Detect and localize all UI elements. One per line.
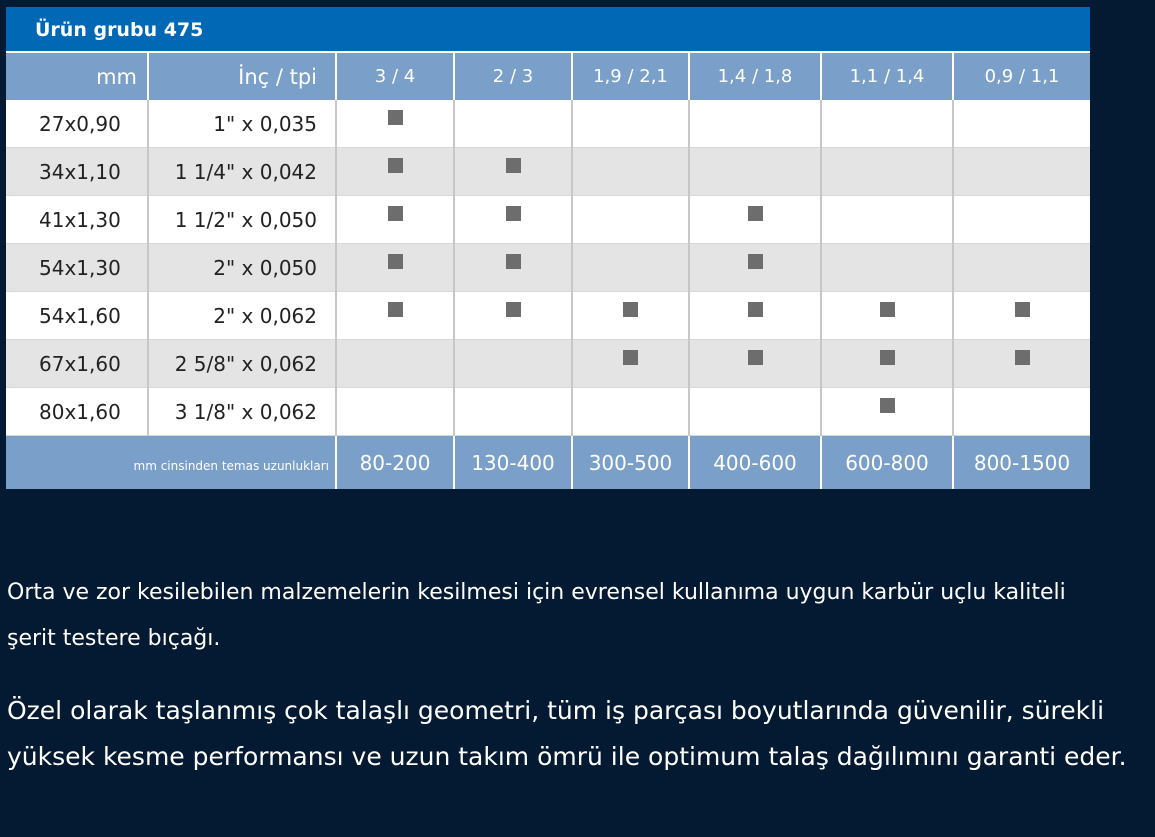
availability-cell xyxy=(454,388,572,436)
header-row xyxy=(6,53,1090,100)
contact-range: 600-800 xyxy=(821,436,953,490)
availability-square-icon xyxy=(388,206,403,221)
contact-range: 800-1500 xyxy=(953,436,1090,490)
cell-mm: 80x1,60 xyxy=(6,388,148,436)
availability-square-icon xyxy=(623,302,638,317)
availability-square-icon xyxy=(388,110,403,125)
table-body xyxy=(6,100,1090,436)
cell-inch: 1 1/2" x 0,050 xyxy=(148,196,336,244)
availability-cell xyxy=(454,100,572,148)
header-pitch: 1,4 / 1,8 xyxy=(689,53,821,100)
availability-square-icon xyxy=(748,350,763,365)
cell-mm: 27x0,90 xyxy=(6,100,148,148)
availability-square-icon xyxy=(506,206,521,221)
header-pitch: 1,1 / 1,4 xyxy=(821,53,953,100)
cell-inch: 2 5/8" x 0,062 xyxy=(148,340,336,388)
table-row xyxy=(6,388,1090,436)
cell-mm: 54x1,60 xyxy=(6,292,148,340)
availability-cell xyxy=(689,340,821,388)
header-pitch: 3 / 4 xyxy=(336,53,454,100)
availability-cell xyxy=(572,148,689,196)
availability-cell xyxy=(689,292,821,340)
availability-cell xyxy=(689,148,821,196)
availability-cell xyxy=(572,340,689,388)
availability-square-icon xyxy=(506,302,521,317)
availability-cell xyxy=(953,340,1090,388)
header-pitch: 1,9 / 2,1 xyxy=(572,53,689,100)
availability-square-icon xyxy=(506,158,521,173)
availability-square-icon xyxy=(748,254,763,269)
availability-square-icon xyxy=(748,302,763,317)
cell-mm: 54x1,30 xyxy=(6,244,148,292)
availability-cell xyxy=(953,388,1090,436)
table-title: Ürün grubu 475 xyxy=(6,7,1090,53)
contact-range: 130-400 xyxy=(454,436,572,490)
footer-row xyxy=(6,436,1090,490)
contact-range: 300-500 xyxy=(572,436,689,490)
availability-cell xyxy=(572,388,689,436)
availability-cell xyxy=(821,196,953,244)
availability-cell xyxy=(336,148,454,196)
contact-range: 400-600 xyxy=(689,436,821,490)
availability-cell xyxy=(454,292,572,340)
description-paragraph-2: Özel olarak taşlanmış çok talaşlı geometri, tüm iş parçası boyutlarında güvenilir, sürekli yüksek kesme performansı ve uzun takım ömrü ile optimum talaş dağılımını garanti eder. xyxy=(7,696,1127,771)
availability-cell xyxy=(953,196,1090,244)
availability-square-icon xyxy=(1015,302,1030,317)
header-inch-tpi: İnç / tpi xyxy=(148,53,336,100)
availability-square-icon xyxy=(880,350,895,365)
availability-cell xyxy=(454,196,572,244)
table-row xyxy=(6,292,1090,340)
availability-square-icon xyxy=(506,254,521,269)
availability-cell xyxy=(821,340,953,388)
header-pitch: 2 / 3 xyxy=(454,53,572,100)
availability-square-icon xyxy=(880,302,895,317)
availability-cell xyxy=(454,244,572,292)
availability-cell xyxy=(336,292,454,340)
cell-mm: 34x1,10 xyxy=(6,148,148,196)
availability-cell xyxy=(953,292,1090,340)
product-table xyxy=(6,7,1090,489)
availability-cell xyxy=(689,244,821,292)
availability-cell xyxy=(821,148,953,196)
availability-square-icon xyxy=(880,398,895,413)
table-row xyxy=(6,340,1090,388)
availability-square-icon xyxy=(388,158,403,173)
table-row xyxy=(6,244,1090,292)
availability-cell xyxy=(689,100,821,148)
availability-square-icon xyxy=(623,350,638,365)
table-row xyxy=(6,148,1090,196)
availability-cell xyxy=(953,244,1090,292)
availability-cell xyxy=(821,100,953,148)
cell-mm: 41x1,30 xyxy=(6,196,148,244)
availability-cell xyxy=(572,292,689,340)
availability-cell xyxy=(454,148,572,196)
cell-inch: 1 1/4" x 0,042 xyxy=(148,148,336,196)
availability-cell xyxy=(689,388,821,436)
availability-cell xyxy=(572,196,689,244)
availability-cell xyxy=(336,388,454,436)
contact-range: 80-200 xyxy=(336,436,454,490)
availability-cell xyxy=(821,388,953,436)
contact-length-label: mm cinsinden temas uzunlukları xyxy=(6,436,336,490)
table-row xyxy=(6,196,1090,244)
header-pitch: 0,9 / 1,1 xyxy=(953,53,1090,100)
availability-cell xyxy=(953,148,1090,196)
availability-square-icon xyxy=(1015,350,1030,365)
availability-cell xyxy=(336,340,454,388)
cell-inch: 1" x 0,035 xyxy=(148,100,336,148)
description-paragraph-1: Orta ve zor kesilebilen malzemelerin kesilmesi için evrensel kullanıma uygun karbür uçlu kaliteli şerit testere bıçağı. xyxy=(7,580,1066,651)
availability-square-icon xyxy=(388,302,403,317)
table-row xyxy=(6,100,1090,148)
header-mm: mm xyxy=(6,53,148,100)
availability-square-icon xyxy=(388,254,403,269)
availability-cell xyxy=(336,196,454,244)
blade-size-table xyxy=(6,53,1090,489)
cell-inch: 2" x 0,050 xyxy=(148,244,336,292)
availability-cell xyxy=(572,244,689,292)
availability-cell xyxy=(689,196,821,244)
availability-cell xyxy=(454,340,572,388)
cell-mm: 67x1,60 xyxy=(6,340,148,388)
availability-cell xyxy=(821,292,953,340)
availability-cell xyxy=(572,100,689,148)
availability-cell xyxy=(821,244,953,292)
availability-cell xyxy=(336,244,454,292)
availability-cell xyxy=(336,100,454,148)
availability-cell xyxy=(953,100,1090,148)
cell-inch: 2" x 0,062 xyxy=(148,292,336,340)
cell-inch: 3 1/8" x 0,062 xyxy=(148,388,336,436)
availability-square-icon xyxy=(748,206,763,221)
